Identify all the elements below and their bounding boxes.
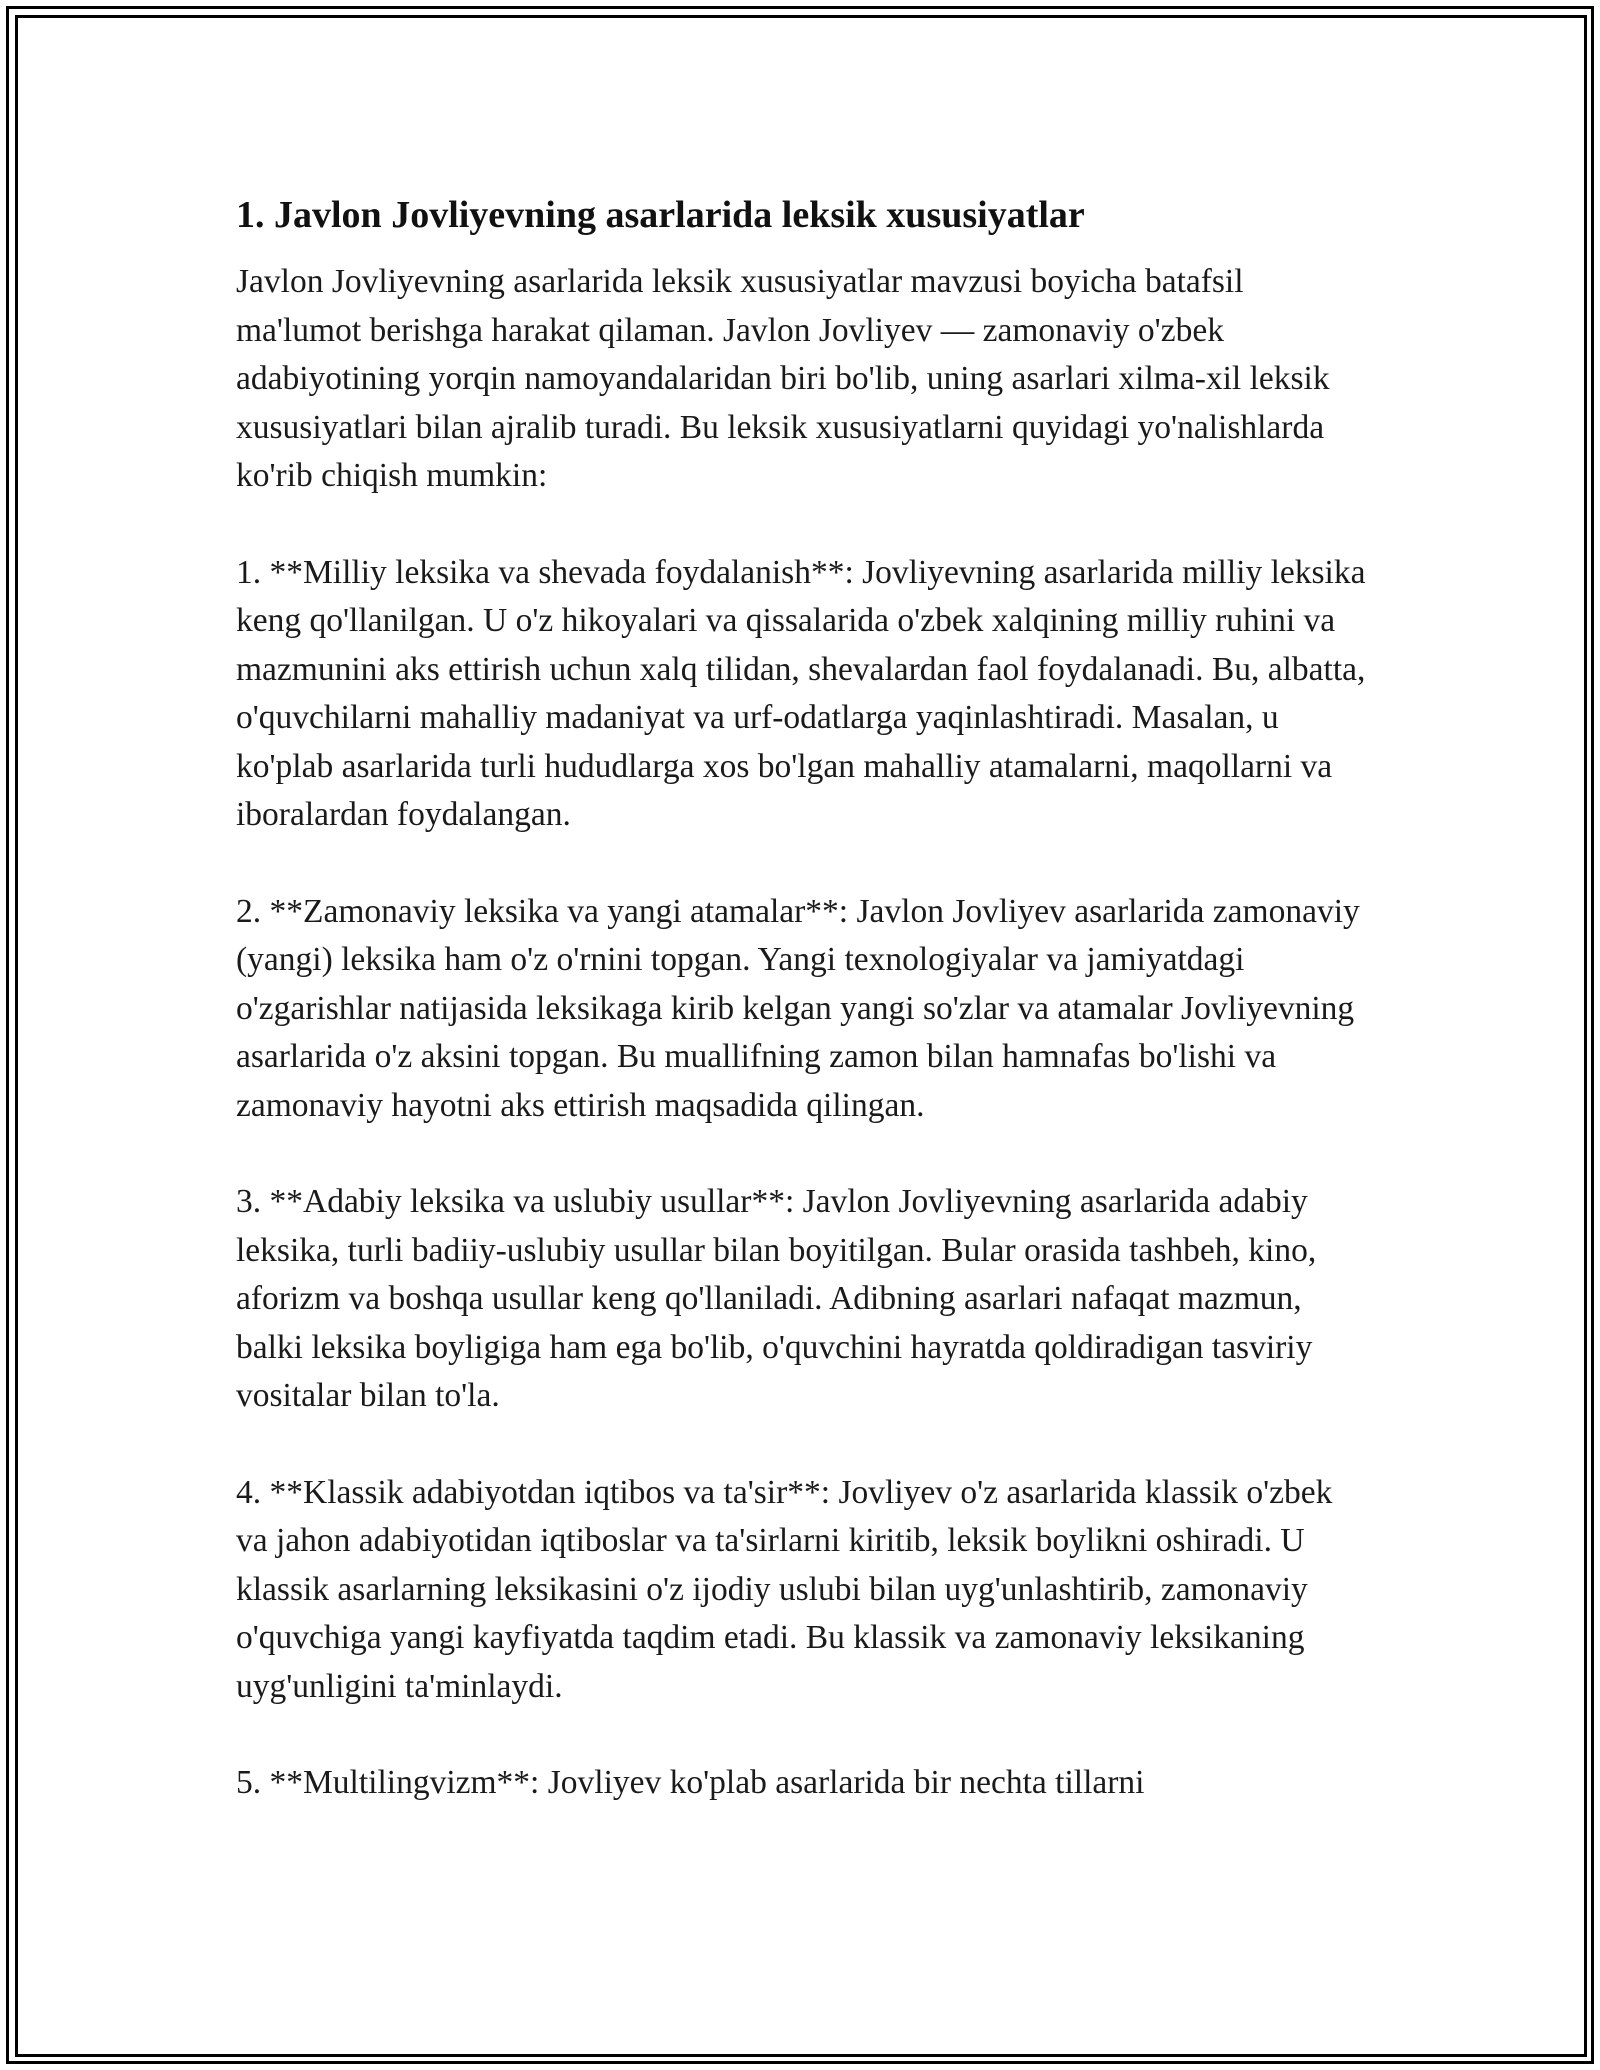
intro-paragraph: Javlon Jovliyevning asarlarida leksik xususiyatlar mavzusi boyicha batafsil ma'lumot berishga harakat qilaman. Javlon Jovliyev — zamonaviy o'zbek adabiyotining yorqin namoyandalaridan biri bo'lib, uning asarlari xilma-xil leksik xususiyatlari bilan ajralib turadi. Bu leksik xususiyatlarni quyidagi yo'nalishlarda ko'rib chiqish mumkin:	[236, 263, 1330, 494]
document-body	[236, 188, 1366, 1856]
paragraph-multilingvizm: 5. **Multilingvizm**: Jovliyev ko'plab asarlarida bir nechta tillarni	[236, 1764, 1145, 1801]
paragraph-zamonaviy-leksika: 2. **Zamonaviy leksika va yangi atamalar**: Javlon Jovliyev asarlarida zamonaviy (yangi) leksika ham o'z o'rnini topgan. Yangi texnologiyalar va jamiyatdagi o'zgarishlar natijasida leksikaga kirib kelgan yangi so'zlar va atamalar Jovliyevning asarlarida o'z aksini topgan. Bu muallifning zamon bilan hamnafas bo'lishi va zamonaviy hayotni aks ettirish maqsadida qilingan.	[236, 892, 1360, 1124]
document-title: 1. Javlon Jovliyevning asarlarida leksik xususiyatlar	[236, 194, 1085, 236]
paragraph-klassik-adabiyot: 4. **Klassik adabiyotdan iqtibos va ta'sir**: Jovliyev o'z asarlarida klassik o'zbek va jahon adabiyotidan iqtiboslar va ta'sirlarni kiritib, leksik boylikni oshiradi. U klassik asarlarning leksikasini o'z ijodiy uslubi bilan uyg'unlashtirib, zamonaviy o'quvchiga yangi kayfiyatda taqdim etadi. Bu klassik va zamonaviy leksikaning uyg'unligini ta'minlaydi.	[236, 1473, 1333, 1705]
paragraph-milliy-leksika: 1. **Milliy leksika va shevada foydalanish**: Jovliyevning asarlarida milliy leksika keng qo'llanilgan. U o'z hikoyalari va qissalarida o'zbek xalqining milliy ruhini va mazmunini aks ettirish uchun xalq tilidan, shevalardan faol foydalanadi. Bu, albatta, o'quvchilarni mahalliy madaniyat va urf-odatlarga yaqinlashtiradi. Masalan, u ko'plab asarlarida turli hududlarga xos bo'lgan mahalliy atamalarni, maqollarni va iboralardan foydalangan.	[236, 553, 1366, 833]
paragraph-adabiy-leksika: 3. **Adabiy leksika va uslubiy usullar**: Javlon Jovliyevning asarlarida adabiy leksika, turli badiiy-uslubiy usullar bilan boyitilgan. Bular orasida tashbeh, kino, aforizm va boshqa usullar keng qo'llaniladi. Adibning asarlari nafaqat mazmun, balki leksika boyligiga ham ega bo'lib, o'quvchini hayratda qoldiradigan tasviriy vositalar bilan to'la.	[236, 1183, 1317, 1414]
